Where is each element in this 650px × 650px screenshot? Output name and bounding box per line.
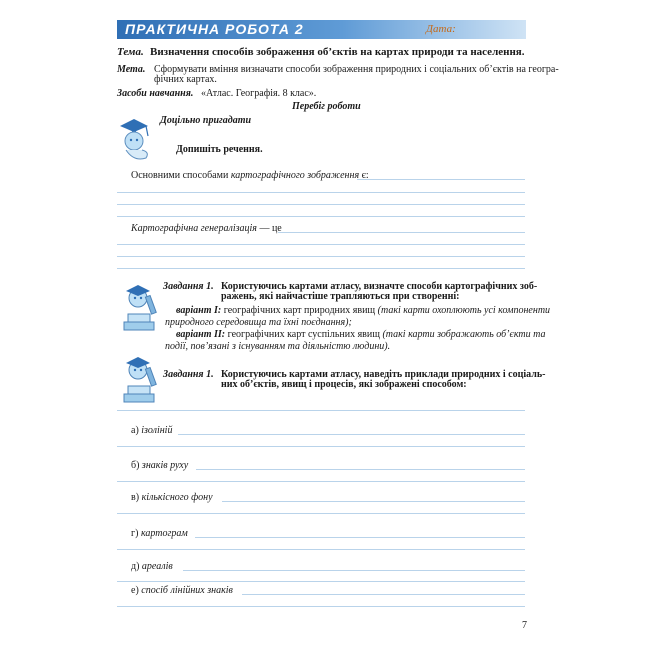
answer-line[interactable] [242, 594, 525, 595]
prompt-1-plain: Основними способами [131, 170, 231, 181]
meta-label: Мета. [117, 64, 146, 75]
variant1-label: варіант I: [176, 305, 222, 316]
item-d [131, 528, 188, 539]
zasoby-label: Засоби навчання. [117, 88, 194, 99]
answer-line[interactable] [117, 410, 525, 411]
prompt-1-italic: картографічного зображення [230, 170, 360, 181]
answer-line[interactable] [117, 268, 525, 269]
page-title: ПРАКТИЧНА РОБОТА 2 [125, 21, 304, 37]
answer-line[interactable] [117, 549, 525, 550]
item-letter: г) [131, 528, 139, 539]
variant1 [176, 305, 550, 316]
variant2-line2: події, пов’язані з існуванням та діяльністю людини). [165, 341, 391, 352]
answer-line[interactable] [357, 179, 525, 180]
task2-line2: них об’єктів, явищ і процесів, які зображені способом: [221, 379, 467, 390]
answer-line[interactable] [117, 481, 525, 482]
answer-line[interactable] [117, 192, 525, 193]
answer-line[interactable] [196, 469, 525, 470]
title-banner [117, 20, 526, 39]
task1-line1: Користуючись картами атласу, визначте способи картографічних зоб- [221, 281, 538, 292]
task1-line2: ражень, які найчастіше трапляються при створенні: [221, 291, 460, 302]
section-heading: Перебіг роботи [292, 101, 361, 112]
prompt-1-end: є: [359, 170, 369, 181]
answer-line[interactable] [195, 537, 525, 538]
answer-line[interactable] [278, 232, 525, 233]
answer-line[interactable] [117, 513, 525, 514]
answer-line[interactable] [178, 434, 525, 435]
tema-label: Тема. [117, 46, 144, 58]
microscope-figure-icon [118, 354, 162, 406]
meta-line2: фічних картах. [154, 74, 217, 85]
answer-line[interactable] [117, 581, 525, 582]
item-letter: д) [131, 561, 140, 572]
item-b [131, 460, 188, 471]
microscope-figure-icon [118, 282, 162, 334]
zasoby-text: «Атлас. Географія. 8 клас». [201, 88, 317, 99]
answer-line[interactable] [117, 446, 525, 447]
item-letter: а) [131, 425, 139, 436]
variant2 [176, 329, 545, 340]
answer-line[interactable] [117, 244, 525, 245]
remember-title: Доцільно пригадати [160, 115, 252, 126]
item-letter: в) [131, 492, 140, 503]
answer-line[interactable] [117, 606, 525, 607]
task2-line1: Користуючись картами атласу, наведіть приклади природних і соціаль- [221, 369, 546, 380]
remember-subtitle: Допишіть речення. [176, 144, 263, 155]
item-text: ареалів [141, 561, 173, 572]
variant2-text: географічних карт суспільних явищ [225, 329, 383, 340]
answer-line[interactable] [183, 570, 525, 571]
task2-label: Завдання 1. [163, 369, 214, 380]
meta-line1: Сформувати вміння визначати способи зображення природних і соціальних об’єктів на геогра- [154, 64, 559, 75]
item-e [131, 561, 173, 572]
item-text: картограм [140, 528, 188, 539]
item-letter: е) [131, 585, 139, 596]
tema-text: Визначення способів зображення об’єктів на картах природи та населення. [150, 46, 525, 58]
item-text: знаків руху [141, 460, 189, 471]
item-text: кількісного фону [141, 492, 213, 503]
variant1-line2: природного середовища та їхні поєднання); [165, 317, 352, 328]
item-text: спосіб лінійних знаків [141, 585, 233, 596]
answer-line[interactable] [117, 204, 525, 205]
prompt-2-italic: Картографічна генералізація [131, 223, 257, 234]
item-letter: б) [131, 460, 140, 471]
prompt-2 [131, 223, 282, 234]
answer-line[interactable] [117, 216, 525, 217]
prompt-1 [131, 170, 369, 181]
item-c [131, 492, 213, 503]
item-f [131, 585, 233, 596]
variant1-italic: (такі карти охоплюють усі компоненти [377, 305, 551, 316]
item-text: ізоліній [141, 425, 173, 436]
task1-label: Завдання 1. [163, 281, 214, 292]
variant2-italic: (такі карти зображають об’єкти та [382, 329, 546, 340]
scholar-cap-icon [116, 114, 154, 164]
variant1-text: географічних карт природних явищ [221, 305, 378, 316]
answer-line[interactable] [222, 501, 525, 502]
item-a [131, 425, 172, 436]
answer-line[interactable] [117, 256, 525, 257]
page-number: 7 [522, 620, 527, 631]
variant2-label: варіант II: [176, 329, 226, 340]
date-label: Дата: [426, 23, 456, 35]
prompt-2-end: — це [256, 223, 282, 234]
